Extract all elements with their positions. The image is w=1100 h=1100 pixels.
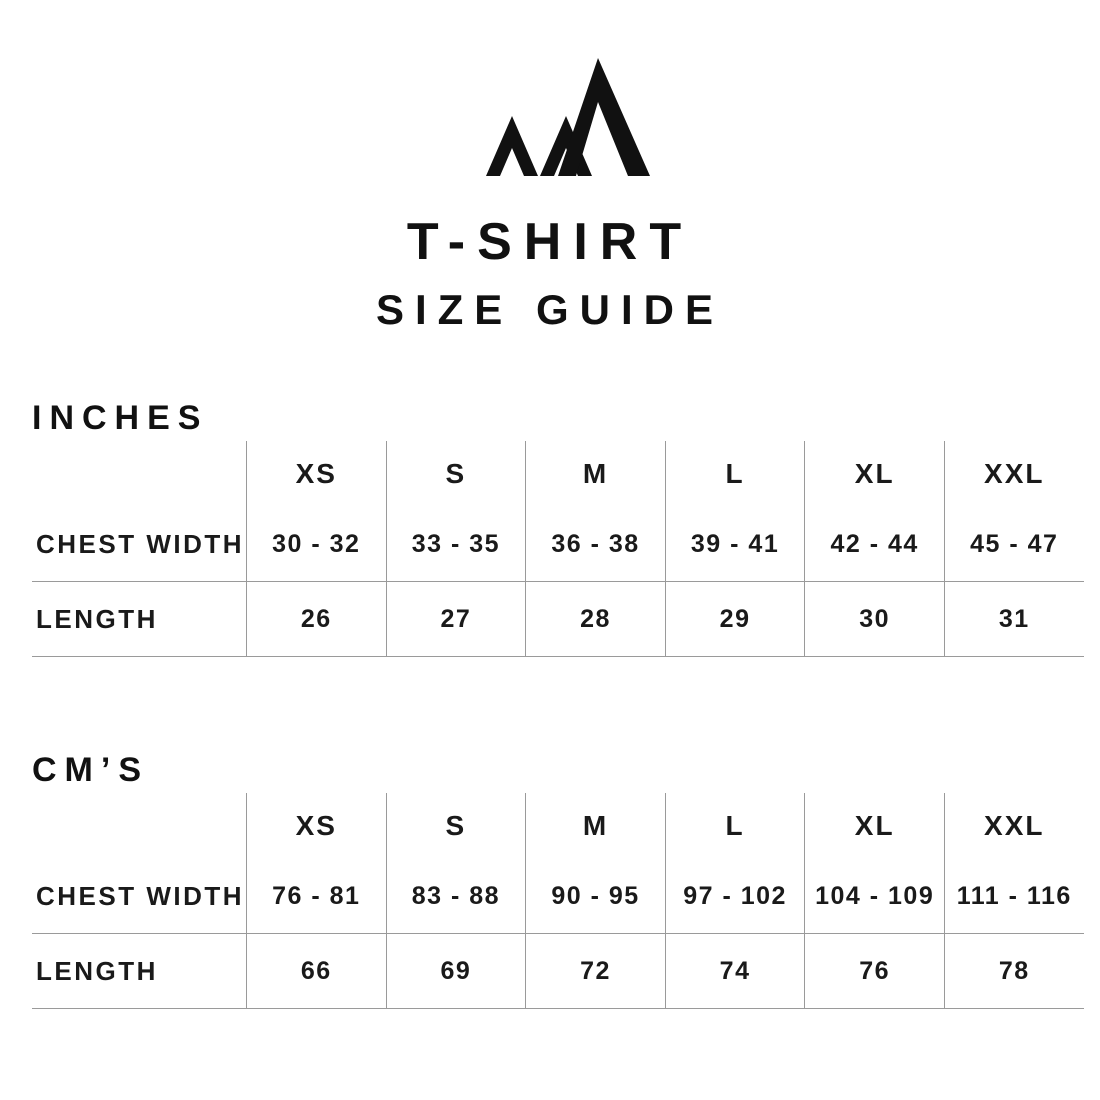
cell-chest-xl: 104 - 109 [805, 859, 945, 934]
cell-chest-xxl: 45 - 47 [944, 507, 1083, 582]
table-row [32, 582, 1084, 657]
table-header-row [32, 441, 1084, 507]
mountains-logo-icon [450, 58, 650, 176]
column-header-xl: XL [805, 441, 945, 507]
cell-length-xs: 66 [247, 934, 387, 1009]
cell-length-s: 69 [386, 934, 526, 1009]
column-header-s: S [386, 793, 526, 859]
unit-label-cms: CM’S [32, 751, 149, 789]
row-label-length: LENGTH [32, 934, 247, 1009]
column-header-m: M [526, 441, 666, 507]
cell-length-xs: 26 [247, 582, 387, 657]
cell-chest-l: 39 - 41 [665, 507, 805, 582]
cell-length-xxl: 78 [944, 934, 1083, 1009]
cell-length-l: 74 [665, 934, 805, 1009]
cell-length-xxl: 31 [944, 582, 1083, 657]
table-row [32, 934, 1084, 1009]
cell-chest-s: 83 - 88 [386, 859, 526, 934]
cell-length-m: 72 [526, 934, 666, 1009]
cell-chest-xs: 76 - 81 [247, 859, 387, 934]
row-label-length: LENGTH [32, 582, 247, 657]
table-header-row [32, 793, 1084, 859]
column-header-s: S [386, 441, 526, 507]
logo-container [0, 0, 1100, 176]
cell-length-s: 27 [386, 582, 526, 657]
cell-length-xl: 76 [805, 934, 945, 1009]
header-corner-cell [32, 793, 247, 859]
table-row [32, 507, 1084, 582]
cell-chest-m: 90 - 95 [526, 859, 666, 934]
cell-length-xl: 30 [805, 582, 945, 657]
page-title: T-SHIRT [406, 213, 694, 271]
row-label-chest-width: CHEST WIDTH [32, 507, 247, 582]
cell-chest-m: 36 - 38 [526, 507, 666, 582]
column-header-xxl: XXL [944, 793, 1083, 859]
column-header-xs: XS [247, 793, 387, 859]
cell-length-l: 29 [665, 582, 805, 657]
column-header-l: L [665, 793, 805, 859]
table-row [32, 859, 1084, 934]
cell-chest-xxl: 111 - 116 [944, 859, 1083, 934]
cell-chest-xl: 42 - 44 [805, 507, 945, 582]
column-header-xl: XL [805, 793, 945, 859]
cell-length-m: 28 [526, 582, 666, 657]
cell-chest-xs: 30 - 32 [247, 507, 387, 582]
header-corner-cell [32, 441, 247, 507]
column-header-l: L [665, 441, 805, 507]
column-header-xs: XS [247, 441, 387, 507]
section-cms [32, 752, 1078, 1009]
column-header-xxl: XXL [944, 441, 1083, 507]
section-inches [32, 400, 1078, 657]
size-table-inches [32, 441, 1084, 657]
unit-label-inches: INCHES [32, 399, 209, 437]
cell-chest-l: 97 - 102 [665, 859, 805, 934]
size-table-cms [32, 793, 1084, 1009]
row-label-chest-width: CHEST WIDTH [32, 859, 247, 934]
cell-chest-s: 33 - 35 [386, 507, 526, 582]
page-subtitle: SIZE GUIDE [375, 286, 725, 333]
column-header-m: M [526, 793, 666, 859]
